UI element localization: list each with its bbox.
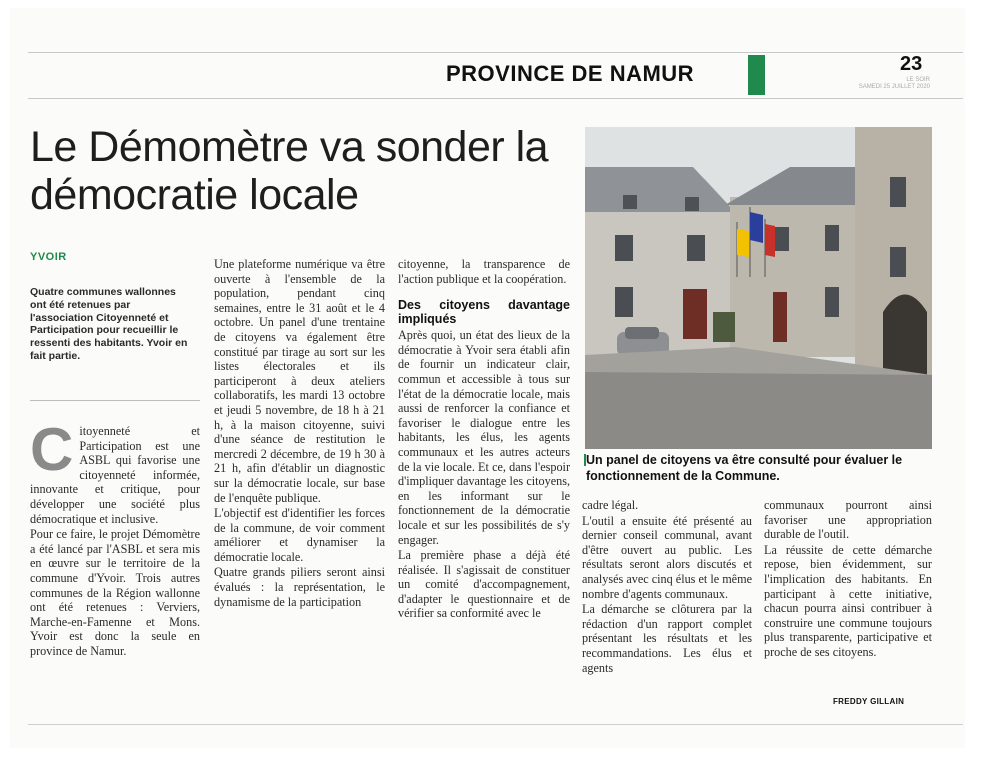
drop-cap: C [30, 416, 74, 483]
article-column-2 [214, 257, 385, 610]
article-column-1 [30, 416, 200, 660]
lead-divider [30, 400, 200, 401]
article-column-3 [398, 257, 570, 622]
paragraph: La première phase a déjà été réalisée. Il s'agissait de constituer un comité d'accompagnement, d'adapter le questionnaire et de vérifier sa conformité avec le [398, 548, 570, 621]
section-title: PROVINCE DE NAMUR [446, 61, 695, 86]
header-rule [28, 52, 963, 53]
page-header [28, 52, 963, 100]
header-rule [28, 98, 963, 99]
article-column-5 [764, 498, 932, 661]
paragraph: Après quoi, un état des lieux de la démocratie à Yvoir sera établi afin de fournir un indicateur clair, commun et accessible à tous sur l'état de la démocratie locale, mais aussi de renforcer la confiance et favoriser le dialogue entre les habitants, les élus, les agents communaux et les autres acteurs de la vie locale. Et ce, dans l'espoir d'impliquer davantage les citoyens, en les informant sur le fonctionnement de la démocratie locale et sur les possibilités de s'y engager. [398, 328, 570, 547]
castle-courtyard-image [585, 127, 932, 449]
paragraph: cadre légal. [582, 498, 639, 512]
article-lead: Quatre communes wallonnes ont été retenues par l'association Citoyenneté et Participation pour recueillir le ressenti des habitants. Yvoir en fait partie. [30, 286, 188, 362]
paragraph: La démarche se clôturera par la rédaction d'un rapport complet présentant les résultats et les recommandations. Les élus et agents [582, 602, 752, 675]
paragraph: Pour ce faire, le projet Démomètre a été lancé par l'ASBL et sera mis en œuvre sur le territoire de la commune d'Yvoir. Trois autres communes de la Région wallonne ont été retenues : Verviers, Marche-en-Famenne et Mons. Yvoir est donc la seule en province de Namur. [30, 527, 200, 658]
paragraph: Quatre grands piliers seront ainsi évalués : la représentation, le dynamisme de la participation [214, 565, 385, 609]
paragraph: La réussite de cette démarche repose, bien évidemment, sur l'implication des habitants. En participant à cette initiative, chacun pourra ainsi contribuer à construire une commune toujours plus transparente, participative et proche de ses citoyens. [764, 542, 932, 659]
paragraph: Une plateforme numérique va être ouverte à l'ensemble de la population, pendant cinq semaines, entre le 31 août et le 4 octobre. Un panel d'une trentaine de citoyens va également être constitué par tirage au sort sur les listes électorales et ils participeront à deux ateliers collaboratifs, les mardi 13 octobre et jeudi 5 novembre, de 18 h à 21 h, à la maison citoyenne, suivi d'une séance de restitution le mercredi 2 décembre, de 19 h 30 à 21 h, afin d'établir un diagnostic sur la démocratie locale, sur base de l'enquête publique. [214, 257, 385, 505]
paragraph: communaux pourront ainsi favoriser une appropriation durable de l'outil. [764, 498, 932, 542]
paragraph-text: itoyenneté et Participation est une ASBL qui favorise une citoyenneté informée, innovante et critique, pour développer une société plus démocratique et inclusive. [30, 424, 200, 526]
article-column-4 [582, 498, 752, 676]
article-headline: Le Démomètre va sonder la démocratie locale [30, 123, 549, 219]
paragraph: citoyenne, la transparence de l'action publique et la coopération. [398, 257, 570, 286]
footer-rule [28, 724, 963, 725]
page-meta [856, 77, 930, 91]
article-subheading: Des citoyens davantage impliqués [398, 298, 570, 327]
author-signature: FREDDY GILLAIN [833, 697, 905, 706]
photo-caption: Un panel de citoyens va être consulté pour évaluer le fonctionnement de la Commune. [586, 453, 903, 483]
publication-name: LE SOIR [906, 77, 930, 83]
section-color-tab [748, 55, 765, 95]
paragraph: L'outil a ensuite été présenté au dernier conseil communal, avant d'être ouvert au public. Les résultats seront alors discutés et analysés avec cinq élus et le même nombre d'agents communaux. [582, 513, 752, 601]
dateline: YVOIR [30, 251, 67, 263]
publication-date: SAMEDI 25 JUILLET 2020 [858, 84, 930, 90]
article-photo [585, 127, 932, 449]
paragraph [30, 416, 200, 526]
page-number: 23 [900, 53, 923, 75]
paragraph: L'objectif est d'identifier les forces de la commune, de voir comment améliorer et dynamiser la démocratie locale. [214, 506, 385, 564]
